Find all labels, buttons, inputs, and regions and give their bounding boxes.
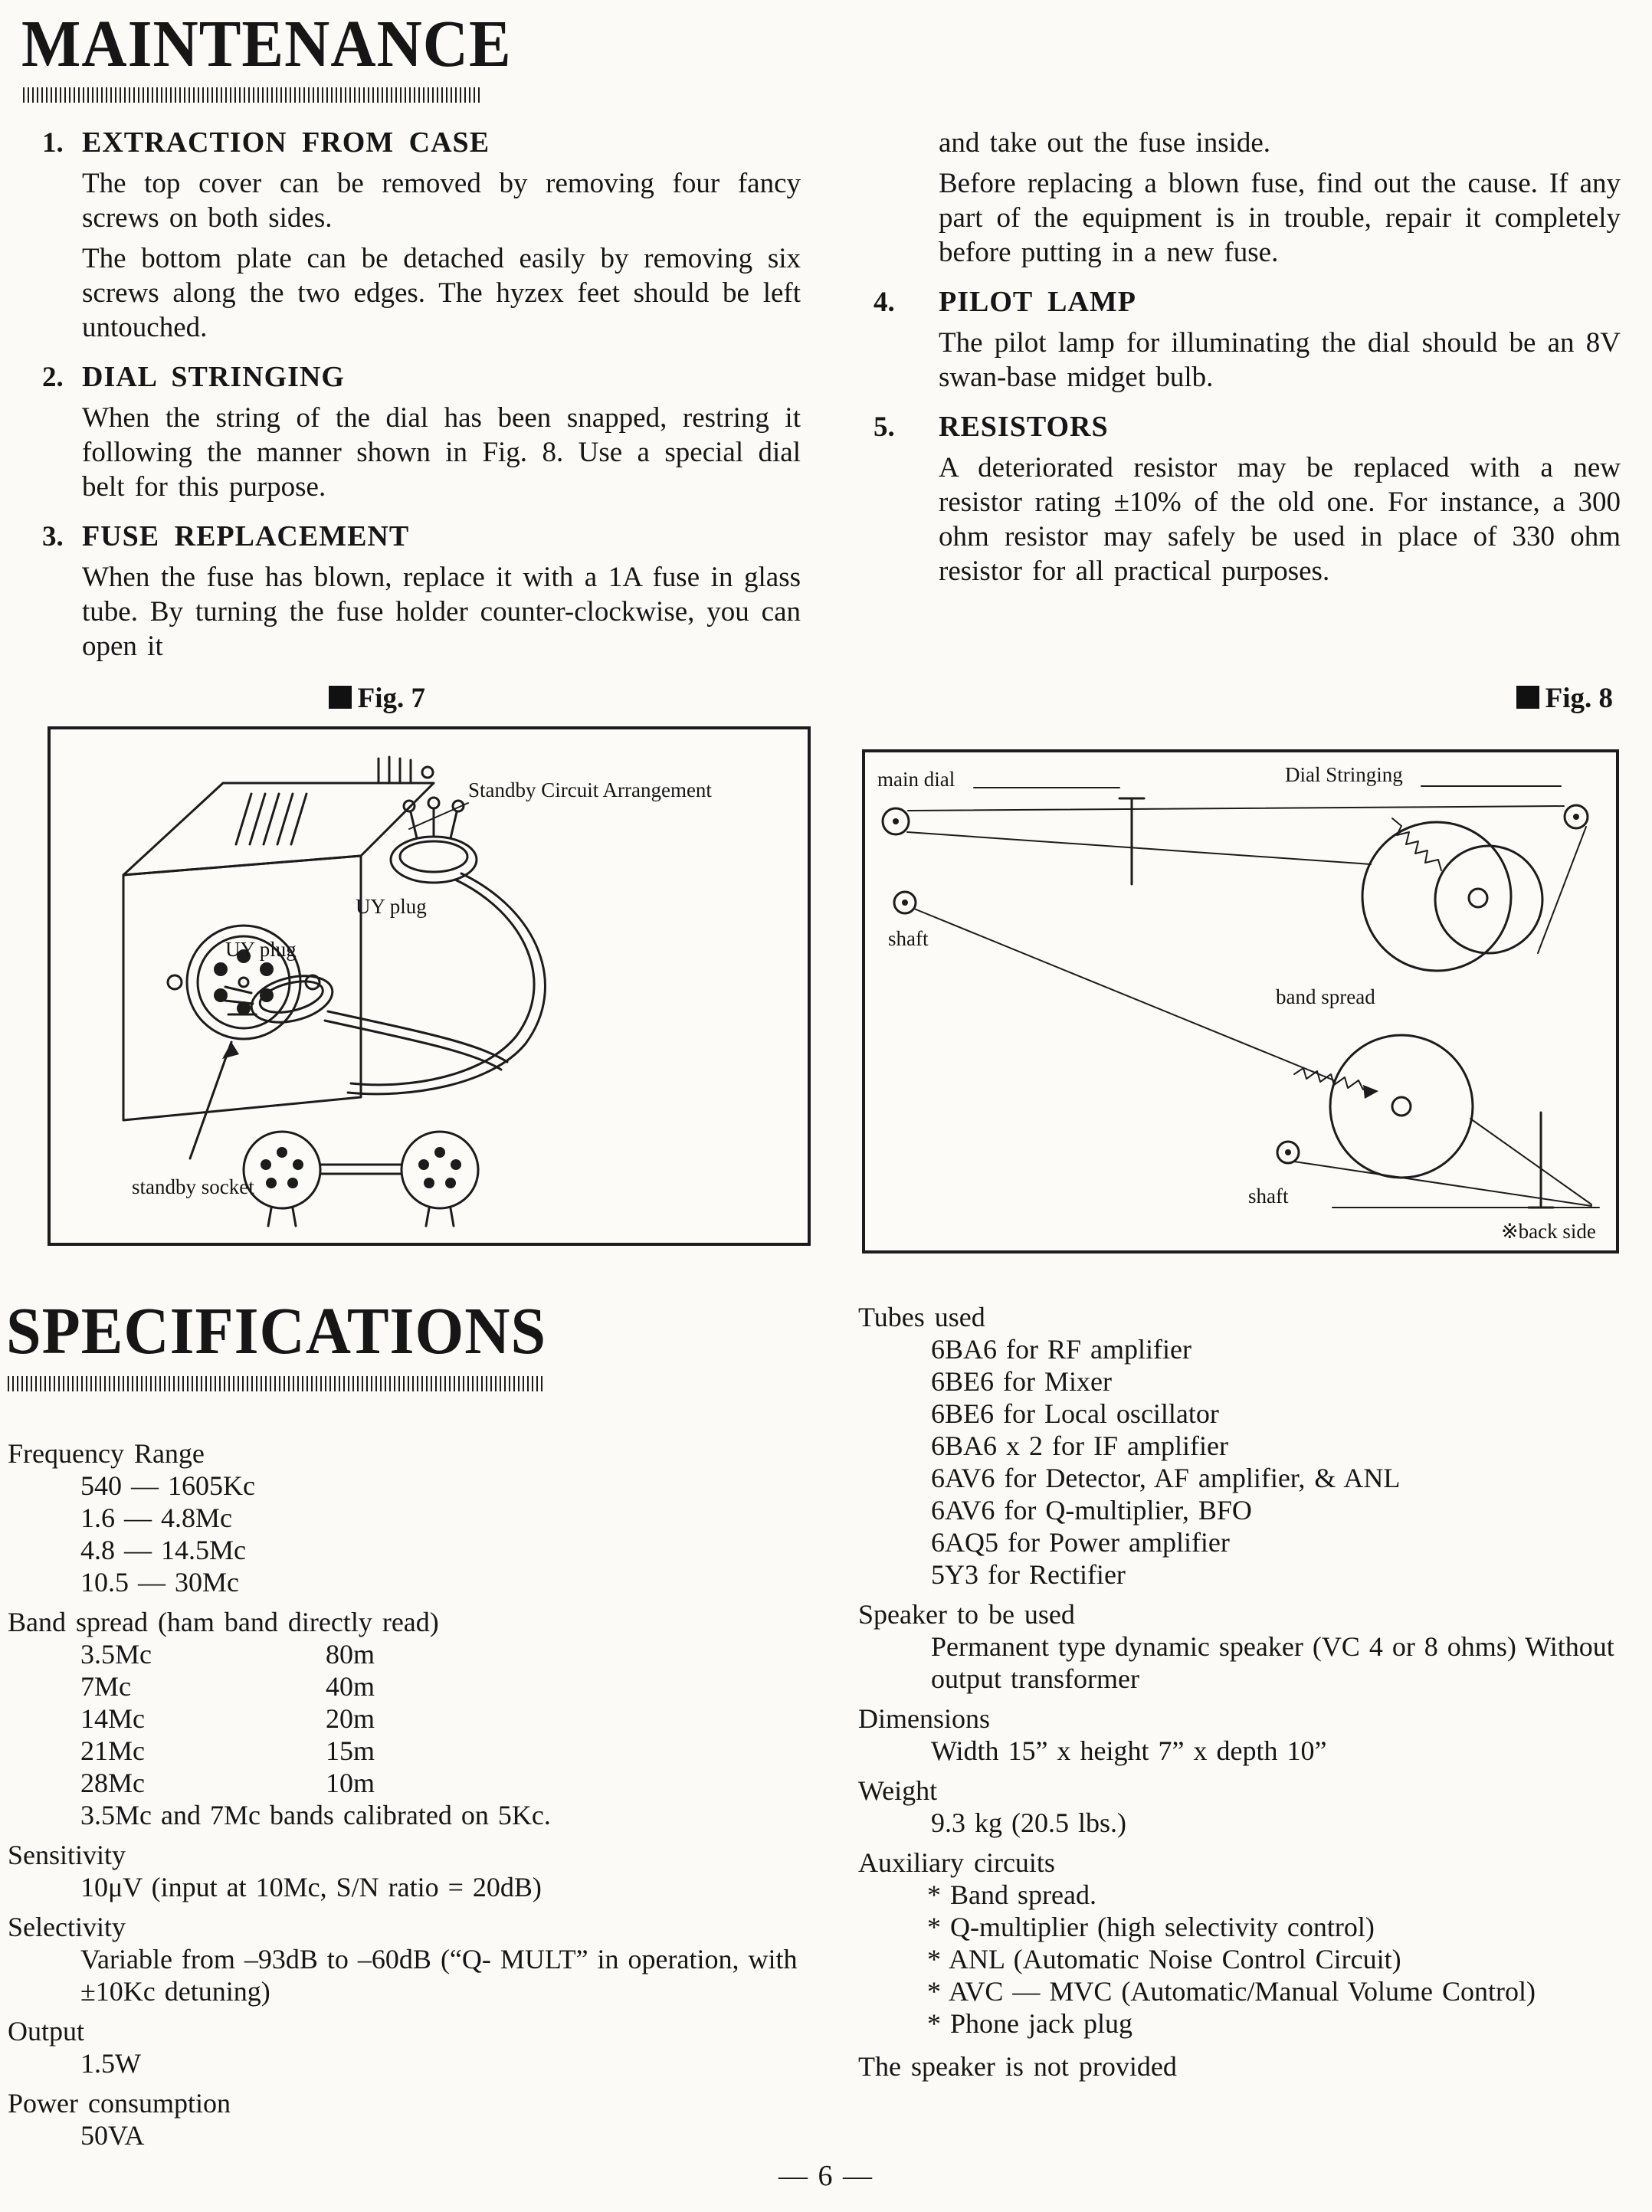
fig8-annotation-band-spread: band spread — [1276, 985, 1375, 1008]
spec-values — [858, 1735, 1632, 1767]
spec-term: Auxiliary circuits — [858, 1847, 1055, 1878]
section-paragraphs — [939, 451, 1621, 588]
band-spread-row-col0: 14Mc — [80, 1703, 145, 1734]
spec-term: Frequency Range — [8, 1438, 205, 1469]
spec-value-line: 1.6 — 4.8Mc — [80, 1503, 232, 1533]
spec-group-auxiliary-circuits — [858, 1847, 1632, 2040]
spec-values — [8, 1871, 812, 1903]
band-spread-drum-drawing — [1294, 1035, 1473, 1178]
fig8-annotation-shaft-bottom: shaft — [1248, 1185, 1289, 1208]
specifications-left-column — [8, 1437, 812, 2159]
spec-values — [8, 1470, 812, 1598]
spec-group-selectivity — [8, 1911, 812, 2007]
section-number: 5. — [874, 411, 895, 443]
spec-values — [858, 1630, 1632, 1695]
tube-line: 6AV6 for Q-multiplier, BFO — [931, 1495, 1252, 1525]
auxiliary-line: * AVC — MVC (Automatic/Manual Volume Control) — [927, 1976, 1536, 2007]
paragraph: A deteriorated resistor may be replaced with a new resistor rating ±10% of the old one. For instance, a 300 ohm resistor may safely be used in place of 330 ohm resistor for all practical purposes. — [939, 452, 1621, 587]
fig7-annotation-uy-plug-mid: UY plug — [225, 938, 297, 961]
band-spread-row-col1: 20m — [326, 1703, 375, 1734]
fig7-drawing — [51, 729, 808, 1243]
fig7-label — [42, 682, 425, 715]
band-spread-row — [8, 1767, 812, 1799]
figure-marker-square — [1516, 686, 1539, 709]
spec-group-sensitivity — [8, 1839, 812, 1903]
fig7-label-text: Fig. 7 — [357, 683, 425, 714]
spec-value-line: 4.8 — 14.5Mc — [80, 1535, 246, 1565]
spec-values — [858, 1807, 1632, 1839]
paragraph: Before replacing a blown fuse, find out the cause. If any part of the equipment is in trouble, repair it completely before putting in a new fuse. — [939, 168, 1621, 268]
spec-group-weight — [858, 1775, 1632, 1839]
fig8-drawing — [865, 752, 1616, 1250]
section-resistors — [874, 410, 1621, 588]
spec-value-line: 10μV (input at 10Mc, S/N ratio = 20dB) — [80, 1872, 542, 1902]
spec-values — [8, 1943, 812, 2007]
band-spread-row-col1: 15m — [326, 1735, 375, 1766]
fig7-annotation-standby-socket: standby socket — [132, 1175, 254, 1198]
auxiliary-line: * ANL (Automatic Noise Control Circuit) — [927, 1944, 1401, 1974]
tube-line: 6BE6 for Mixer — [931, 1366, 1112, 1397]
fig8-label — [862, 682, 1613, 715]
band-spread-row-col1: 40m — [326, 1671, 375, 1702]
fig8-annotation-main-dial: main dial — [877, 768, 955, 791]
band-spread-row-col0: 7Mc — [80, 1671, 131, 1702]
spec-value-line: 540 — 1605Kc — [80, 1470, 255, 1501]
spec-value-line: 50VA — [80, 2120, 145, 2151]
band-spread-row-col0: 3.5Mc — [80, 1639, 152, 1670]
spec-term: Band spread (ham band directly read) — [8, 1607, 439, 1637]
section-paragraphs — [939, 326, 1621, 395]
paragraph: When the fuse has blown, replace it with a 1A fuse in glass tube. By turning the fuse holder counter-clockwise, you can open it — [82, 562, 801, 662]
specifications-right-column — [858, 1301, 1632, 2083]
fuse-continuation-paragraphs — [874, 126, 1621, 270]
tube-line: 6BA6 for RF amplifier — [931, 1334, 1191, 1365]
band-spread-row-col0: 21Mc — [80, 1735, 145, 1766]
spec-values — [8, 2047, 812, 2079]
section-number: 4. — [874, 287, 895, 318]
band-spread-row-col0: 28Mc — [80, 1768, 145, 1798]
spec-term: Output — [8, 2016, 85, 2047]
fig8-label-text: Fig. 8 — [1545, 683, 1613, 714]
fig7-annotation-arrangement: Standby Circuit Arrangement — [468, 778, 712, 801]
specifications-title: SPECIFICATIONS — [6, 1293, 547, 1368]
auxiliary-list — [858, 1879, 1632, 2040]
spec-term: Sensitivity — [8, 1840, 126, 1870]
band-spread-row — [8, 1702, 812, 1735]
section-dial-stringing — [42, 360, 801, 504]
section-paragraphs — [82, 401, 801, 504]
maintenance-left-column — [42, 126, 801, 679]
section-heading: DIAL STRINGING — [82, 361, 345, 393]
spec-term: Tubes used — [858, 1302, 985, 1332]
maintenance-right-column — [874, 126, 1621, 604]
maintenance-hatch-rule — [23, 87, 483, 104]
band-spread-note: 3.5Mc and 7Mc bands calibrated on 5Kc. — [80, 1800, 551, 1830]
fig8-figure — [862, 749, 1619, 1253]
section-extraction-from-case — [42, 126, 801, 345]
paragraph: When the string of the dial has been snapped, restring it following the manner shown in Fig. 8. Use a special dial belt for this purpose. — [82, 402, 801, 503]
spec-group-power-consumption — [8, 2087, 812, 2151]
section-fuse-replacement — [42, 519, 801, 664]
specifications-hatch-rule — [8, 1376, 544, 1393]
section-heading: EXTRACTION FROM CASE — [82, 126, 490, 159]
spec-term: Selectivity — [8, 1912, 126, 1942]
band-spread-row — [8, 1735, 812, 1767]
fig7-figure — [48, 726, 811, 1246]
spec-group-frequency-range — [8, 1437, 812, 1598]
paragraph: The top cover can be removed by removing four fancy screws on both sides. — [82, 168, 801, 234]
spec-group-tubes-used — [858, 1301, 1632, 1591]
section-paragraphs — [82, 560, 801, 664]
auxiliary-line: * Phone jack plug — [927, 2008, 1132, 2039]
tube-line: 6AQ5 for Power amplifier — [931, 1527, 1230, 1558]
section-heading: PILOT LAMP — [939, 286, 1136, 318]
band-spread-row — [8, 1638, 812, 1670]
spec-value-line: Permanent type dynamic speaker (VC 4 or 8 ohms) Without output transformer — [931, 1631, 1614, 1694]
maintenance-title: MAINTENANCE — [21, 6, 512, 81]
band-spread-row-col1: 80m — [326, 1639, 375, 1670]
paragraph: and take out the fuse inside. — [939, 127, 1271, 159]
section-paragraphs — [82, 166, 801, 345]
section-number: 1. — [42, 127, 64, 159]
spec-term: Weight — [858, 1775, 938, 1806]
paragraph: The bottom plate can be detached easily by removing six screws along the two edges. The hyzex feet should be left untouched. — [82, 243, 801, 343]
speaker-not-provided-note: The speaker is not provided — [858, 2051, 1177, 2082]
tube-line: 6BA6 x 2 for IF amplifier — [931, 1430, 1228, 1461]
uy-plug-top-drawing — [391, 798, 477, 883]
spec-term: Power consumption — [8, 2088, 231, 2119]
figure-marker-square — [329, 686, 352, 709]
spec-term: Dimensions — [858, 1703, 991, 1734]
band-spread-row-col1: 10m — [326, 1768, 375, 1798]
spec-value-line: Width 15” x height 7” x depth 10” — [931, 1735, 1327, 1766]
tube-line: 6AV6 for Detector, AF amplifier, & ANL — [931, 1463, 1401, 1493]
bottom-sockets-drawing — [244, 1132, 478, 1226]
fig7-annotation-uy-plug-top: UY plug — [356, 895, 427, 918]
spec-value-line: Variable from –93dB to –60dB (“Q- MULT” in operation, with ±10Kc detuning) — [80, 1944, 798, 2007]
spec-group-dimensions — [858, 1702, 1632, 1767]
band-spread-row — [8, 1670, 812, 1702]
spec-value-line: 1.5W — [80, 2048, 141, 2079]
spec-group-speaker — [858, 1598, 1632, 1695]
spec-group-band-spread — [8, 1606, 812, 1831]
spec-value-line: 9.3 kg (20.5 lbs.) — [931, 1807, 1126, 1838]
main-dial-drum-drawing — [1362, 818, 1542, 971]
fig8-annotation-dial-stringing: Dial Stringing — [1285, 763, 1403, 786]
fig8-annotation-shaft-top: shaft — [888, 927, 929, 950]
spec-value-line: 10.5 — 30Mc — [80, 1567, 239, 1598]
page-number: — 6 — — [778, 2160, 874, 2192]
tube-line: 6BE6 for Local oscillator — [931, 1398, 1219, 1429]
band-spread-table — [8, 1638, 812, 1799]
section-number: 3. — [42, 521, 64, 552]
spec-values — [8, 2119, 812, 2151]
chassis-rear-panel — [123, 856, 361, 1120]
auxiliary-line: * Q-multiplier (high selectivity control) — [927, 1912, 1375, 1942]
spec-group-output — [8, 2015, 812, 2079]
auxiliary-line: * Band spread. — [927, 1879, 1096, 1910]
section-heading: RESISTORS — [939, 411, 1109, 443]
tube-list — [858, 1333, 1632, 1591]
section-heading: FUSE REPLACEMENT — [82, 520, 410, 552]
section-pilot-lamp — [874, 285, 1621, 395]
paragraph: The pilot lamp for illuminating the dial should be an 8V swan-base midget bulb. — [939, 327, 1621, 393]
spec-term: Speaker to be used — [858, 1599, 1075, 1630]
section-number: 2. — [42, 362, 64, 393]
fig8-annotation-back-side: ※back side — [1501, 1220, 1596, 1243]
tube-line: 5Y3 for Rectifier — [931, 1559, 1126, 1590]
